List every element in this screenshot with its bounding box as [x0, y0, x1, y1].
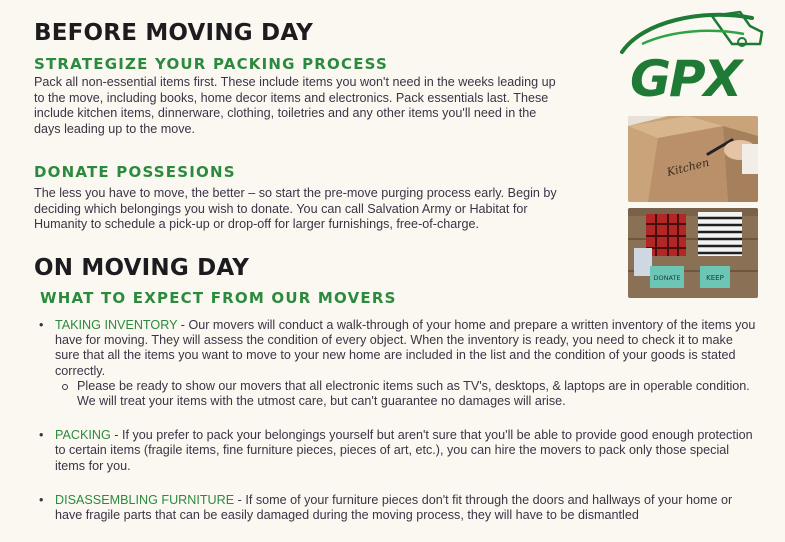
heading-packing-process: STRATEGIZE YOUR PACKING PROCESS — [34, 55, 388, 73]
logo-text: GPX — [630, 50, 741, 106]
section-title-before: BEFORE MOVING DAY — [34, 20, 313, 46]
paragraph-packing: Pack all non-essential items first. These include items you won't need in the weeks leading up to the move, including books, home decor items and electronics. Pack essentials last. These include kitchen items, dinnerware, clothing, toiletries and any other items you'll need in the days leading up to the move. — [34, 75, 556, 136]
list-item-packing — [34, 428, 759, 474]
text-inventory: - Our movers will conduct a walk-through of your home and prepare a written inventory of the items you have for moving. They will assess the condition of every object. When the inventory is ready, you need to check it to make sure that all the items you want to move to your new home are included in the list and the condition of your goods is stated correctly. — [55, 318, 756, 378]
list-item-inventory — [34, 318, 759, 409]
text-disassembling: - If some of your furniture pieces don't fit through the doors and hallways of your home or have fragile parts that can be easily damaged during the moving process, they will have to be dismantled — [55, 492, 733, 523]
movers-list — [34, 318, 759, 542]
paragraph-donate: The less you have to move, the better – so start the pre-move purging process early. Begin by deciding which belongings you wish to donate. You can call Salvation Army or Habitat for Humanity to schedule a pick-up or drop-off for larger furnishings, free-of-charge. — [34, 186, 557, 231]
gpx-logo — [612, 4, 772, 106]
keep-card-text: KEEP — [706, 274, 724, 282]
term-disassembling: DISASSEMBLING FURNITURE — [55, 492, 235, 507]
section-title-on: ON MOVING DAY — [34, 255, 250, 281]
heading-expect-movers: WHAT TO EXPECT FROM OUR MOVERS — [40, 289, 397, 307]
list-item-disassembling — [34, 493, 759, 523]
text-packing: - If you prefer to pack your belongings yourself but aren't sure that you'll be able to provide good enough protection to certain items (fragile items, fine furniture pieces, pieces of art, etc.), you can hire the movers to pack only those special items for you. — [55, 428, 753, 473]
box-label-text: Kitchen — [665, 155, 711, 179]
photo-donate-keep — [628, 208, 758, 298]
photo-labeling-box — [628, 116, 758, 202]
donate-card-text: DONATE — [653, 274, 681, 282]
term-packing: PACKING — [55, 428, 111, 443]
term-inventory: TAKING INVENTORY — [55, 318, 178, 332]
sub-item-electronics: Please be ready to show our movers that all electronic items such as TV's, desktops, & laptops are in operable condition. We will treat your items with the utmost care, but can't guarantee no damages will arise. — [55, 379, 759, 409]
sublist-inventory — [55, 379, 759, 409]
heading-donate: DONATE POSSESIONS — [34, 163, 236, 181]
